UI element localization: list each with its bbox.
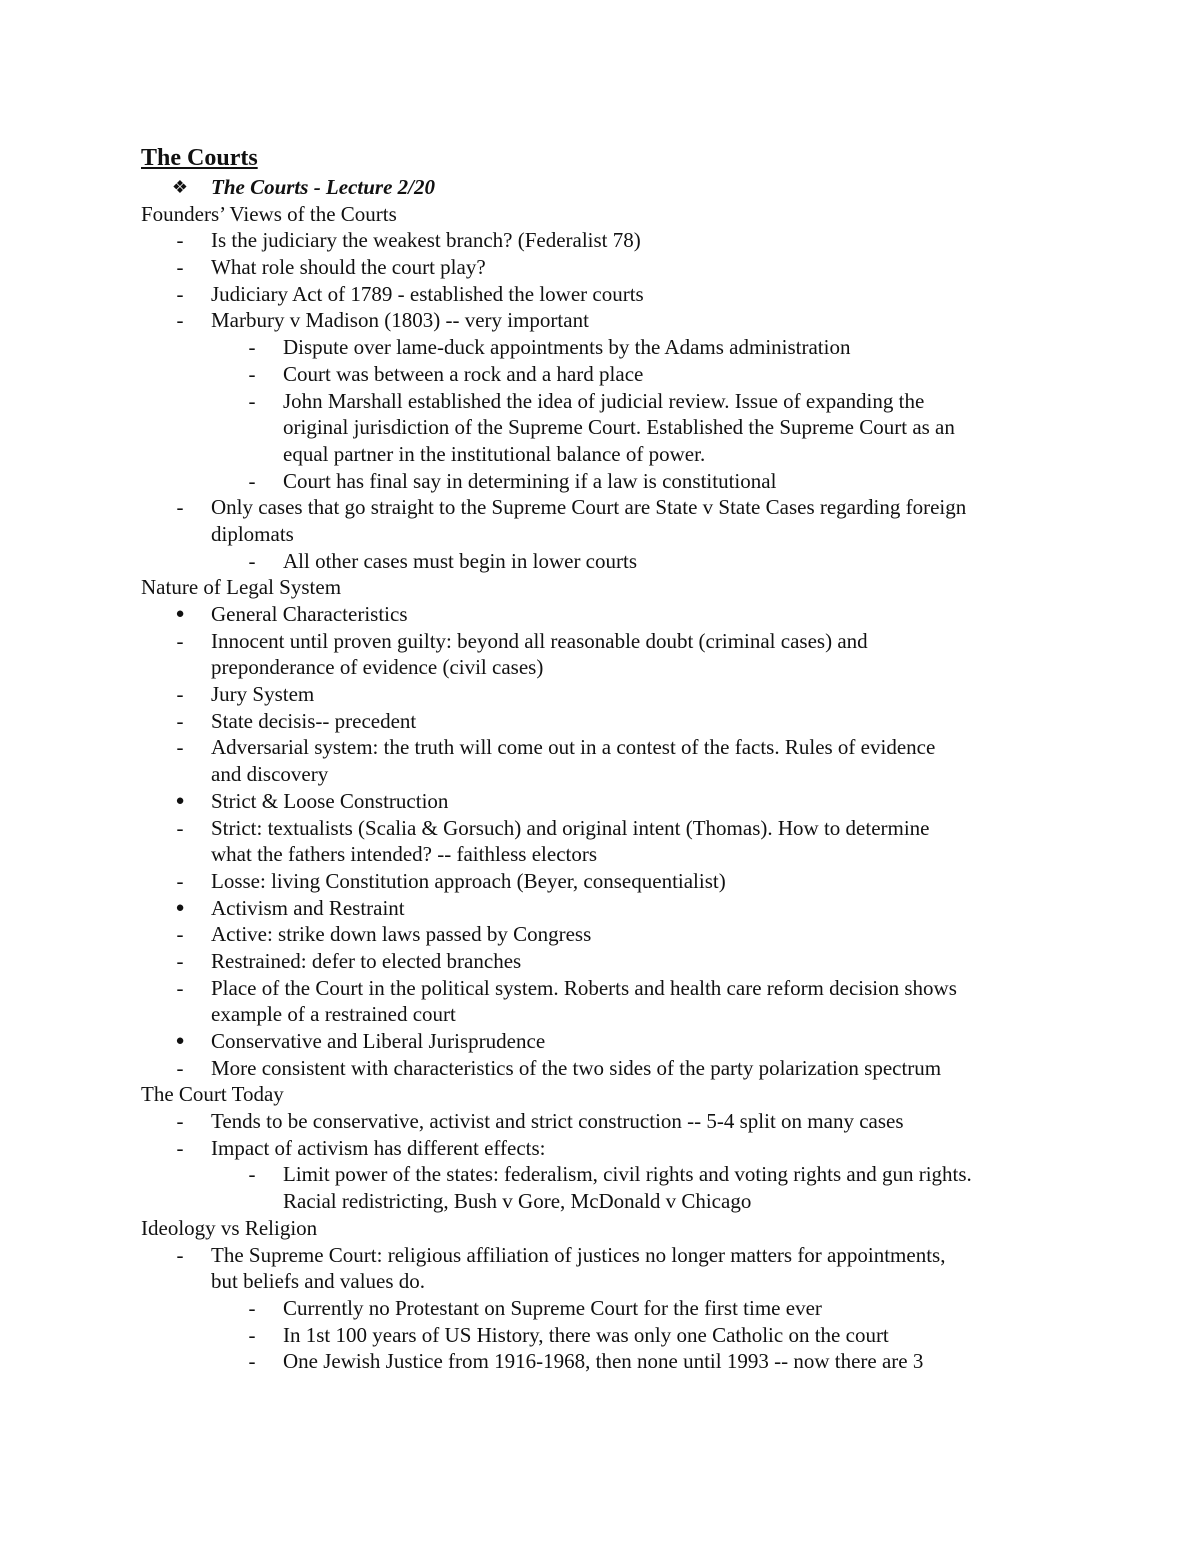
- line-text: The Supreme Court: religious affiliation of justices no longer matters for appointments,: [211, 1242, 946, 1267]
- dash-marker: -: [176, 868, 184, 893]
- dash-marker: -: [248, 1349, 256, 1374]
- dash-marker: -: [176, 1055, 184, 1080]
- section-heading: [0, 1081, 1200, 1108]
- list-item: [0, 361, 1200, 388]
- line-text: but beliefs and values do.: [211, 1269, 426, 1294]
- page-title: The Courts: [141, 145, 258, 171]
- line-text: equal partner in the institutional balance of power.: [283, 441, 706, 466]
- line-text: The Courts - Lecture 2/20: [211, 175, 435, 199]
- line-text: State decisis-- precedent: [211, 708, 417, 733]
- line-text: Currently no Protestant on Supreme Court for the first time ever: [283, 1295, 822, 1320]
- list-item: [0, 948, 1200, 975]
- list-item: [0, 307, 1200, 334]
- list-item-continuation: [0, 654, 1200, 681]
- line-text: Marbury v Madison (1803) -- very important: [211, 308, 589, 333]
- list-item-continuation: [0, 1268, 1200, 1295]
- dash-marker: -: [176, 975, 184, 1000]
- list-item: [0, 1348, 1200, 1375]
- line-text: and discovery: [211, 762, 329, 787]
- dash-marker: -: [176, 255, 184, 280]
- list-item-continuation: [0, 521, 1200, 548]
- dash-marker: -: [176, 628, 184, 653]
- line-text: What role should the court play?: [211, 255, 486, 280]
- line-text: example of a restrained court: [211, 1002, 456, 1027]
- line-text: original jurisdiction of the Supreme Court. Established the Supreme Court as an: [283, 415, 955, 440]
- line-text: Racial redistricting, Bush v Gore, McDonald v Chicago: [283, 1189, 752, 1214]
- line-text: Founders’ Views of the Courts: [141, 201, 397, 226]
- section-heading: [0, 1215, 1200, 1242]
- line-text: In 1st 100 years of US History, there was only one Catholic on the court: [283, 1322, 889, 1347]
- dash-marker: -: [176, 495, 184, 520]
- list-item: [0, 895, 1200, 922]
- line-text: Restrained: defer to elected branches: [211, 948, 522, 973]
- line-text: The Court Today: [141, 1082, 284, 1107]
- notes-body: [0, 174, 1200, 1375]
- line-text: Adversarial system: the truth will come out in a contest of the facts. Rules of evidence: [211, 735, 936, 760]
- line-text: Court has final say in determining if a law is constitutional: [283, 468, 777, 493]
- bullet-marker: ●: [175, 792, 185, 809]
- line-text: Nature of Legal System: [141, 575, 342, 600]
- list-item: [0, 281, 1200, 308]
- section-heading: [0, 574, 1200, 601]
- dash-marker: -: [176, 815, 184, 840]
- dash-marker: -: [176, 1242, 184, 1267]
- list-item: [0, 1028, 1200, 1055]
- line-text: Active: strike down laws passed by Congress: [211, 922, 592, 947]
- line-text: Only cases that go straight to the Supreme Court are State v State Cases regarding foreign: [211, 495, 967, 520]
- line-text: John Marshall established the idea of judicial review. Issue of expanding the: [283, 388, 925, 413]
- list-item: [0, 227, 1200, 254]
- line-text: Is the judiciary the weakest branch? (Federalist 78): [211, 228, 641, 253]
- list-item: [0, 681, 1200, 708]
- dash-marker: -: [176, 682, 184, 707]
- line-text: General Characteristics: [211, 602, 408, 626]
- list-item: [0, 1135, 1200, 1162]
- list-item: [0, 1161, 1200, 1188]
- line-text: Impact of activism has different effects:: [211, 1135, 546, 1160]
- line-text: Conservative and Liberal Jurisprudence: [211, 1029, 546, 1053]
- line-text: Strict: textualists (Scalia & Gorsuch) and original intent (Thomas). How to determine: [211, 815, 930, 840]
- list-item: [0, 601, 1200, 628]
- list-item: [0, 548, 1200, 575]
- dash-marker: -: [248, 361, 256, 386]
- list-item: [0, 628, 1200, 655]
- line-text: preponderance of evidence (civil cases): [211, 655, 544, 680]
- line-text: Losse: living Constitution approach (Beyer, consequentialist): [211, 868, 726, 893]
- line-text: More consistent with characteristics of the two sides of the party polarization spectrum: [211, 1055, 942, 1080]
- dash-marker: -: [248, 1295, 256, 1320]
- dash-marker: -: [248, 335, 256, 360]
- list-item: [0, 734, 1200, 761]
- bullet-marker: ●: [175, 1033, 185, 1049]
- list-item: [0, 815, 1200, 842]
- list-item-continuation: [0, 1001, 1200, 1028]
- line-text: All other cases must begin in lower courts: [283, 548, 638, 573]
- line-text: Place of the Court in the political system. Roberts and health care reform decision shows: [211, 975, 957, 1000]
- list-item: [0, 921, 1200, 948]
- list-item: [0, 975, 1200, 1002]
- list-item: [0, 1055, 1200, 1082]
- bullet-marker: ●: [175, 899, 185, 916]
- dash-marker: -: [248, 468, 256, 493]
- list-item-continuation: [0, 441, 1200, 468]
- line-text: Tends to be conservative, activist and strict construction -- 5-4 split on many cases: [211, 1109, 904, 1134]
- list-item: [0, 1295, 1200, 1322]
- dash-marker: -: [176, 948, 184, 973]
- dash-marker: -: [176, 308, 184, 333]
- dash-marker: -: [176, 1109, 184, 1134]
- list-item-continuation: [0, 1188, 1200, 1215]
- line-text: what the fathers intended? -- faithless electors: [211, 842, 598, 867]
- dash-marker: -: [176, 922, 184, 947]
- list-item: [0, 494, 1200, 521]
- list-item: [0, 868, 1200, 895]
- section-heading: [0, 201, 1200, 228]
- dash-marker: -: [176, 1135, 184, 1160]
- line-text: Activism and Restraint: [211, 895, 405, 920]
- dash-marker: -: [248, 548, 256, 573]
- dash-marker: -: [176, 281, 184, 306]
- dash-marker: -: [248, 1322, 256, 1347]
- line-text: Jury System: [211, 682, 315, 707]
- list-item: [0, 468, 1200, 495]
- list-item: [0, 388, 1200, 415]
- list-item: [0, 708, 1200, 735]
- dash-marker: -: [248, 388, 256, 413]
- list-item: [0, 1242, 1200, 1269]
- line-text: Innocent until proven guilty: beyond all reasonable doubt (criminal cases) and: [211, 628, 868, 653]
- dash-marker: -: [176, 228, 184, 253]
- list-item-continuation: [0, 414, 1200, 441]
- list-item: [0, 1322, 1200, 1349]
- list-item: [0, 1108, 1200, 1135]
- bullet-marker: ●: [175, 606, 185, 622]
- line-text: Limit power of the states: federalism, civil rights and voting rights and gun rights.: [283, 1162, 972, 1187]
- list-item: [0, 788, 1200, 815]
- list-item-continuation: [0, 761, 1200, 788]
- dash-marker: -: [176, 735, 184, 760]
- line-text: One Jewish Justice from 1916-1968, then none until 1993 -- now there are 3: [283, 1349, 924, 1374]
- list-item: [0, 254, 1200, 281]
- line-text: diplomats: [211, 521, 294, 546]
- list-item: [0, 174, 1200, 201]
- dash-marker: -: [176, 708, 184, 733]
- diamond-bullet-icon: ❖: [171, 177, 189, 197]
- dash-marker: -: [248, 1162, 256, 1187]
- line-text: Ideology vs Religion: [141, 1215, 318, 1240]
- line-text: Dispute over lame-duck appointments by the Adams administration: [283, 335, 851, 360]
- list-item: [0, 334, 1200, 361]
- line-text: Judiciary Act of 1789 - established the lower courts: [211, 281, 644, 306]
- line-text: Strict & Loose Construction: [211, 788, 449, 813]
- list-item-continuation: [0, 841, 1200, 868]
- line-text: Court was between a rock and a hard place: [283, 361, 644, 386]
